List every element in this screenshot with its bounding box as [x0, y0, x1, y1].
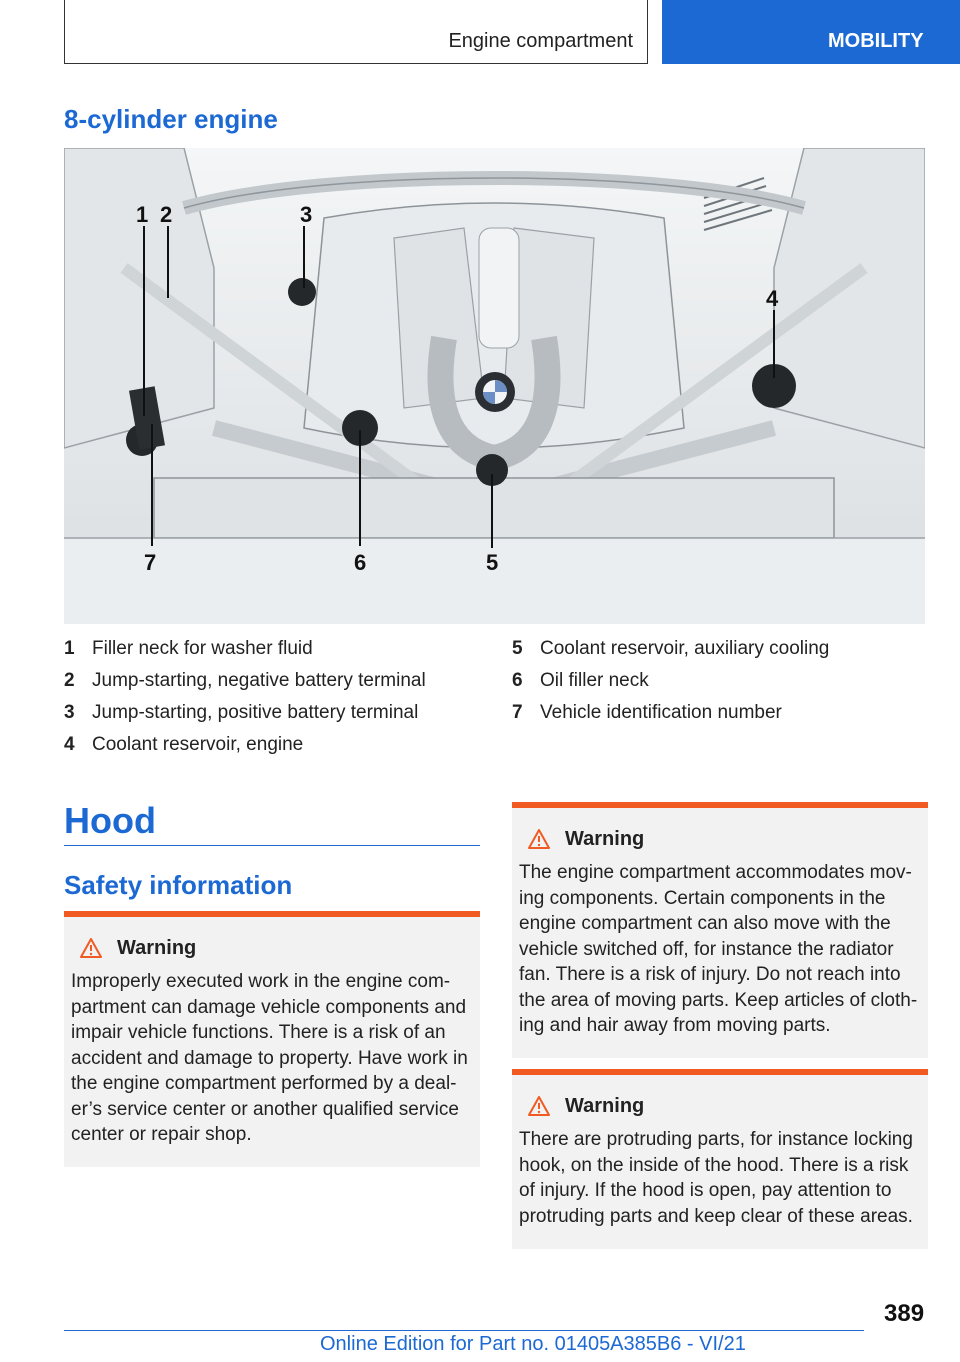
- callout-6: 6: [354, 550, 367, 575]
- legend-number: 2: [64, 670, 75, 691]
- legend-number: 4: [64, 734, 75, 755]
- legend-item: [512, 670, 829, 702]
- legend-number: 3: [64, 702, 75, 723]
- callout-4: 4: [766, 286, 779, 311]
- warning-text: There are protruding parts, for instance locking hook, on the inside of the hood. There is a risk of injury. If the hood is open, pay attention to protruding parts and keep clear of these areas.: [519, 1129, 913, 1227]
- legend-text: Jump-starting, negative battery terminal: [92, 670, 426, 691]
- legend-item: [64, 638, 426, 670]
- callout-3: 3: [300, 202, 313, 227]
- legend-text: Vehicle identification number: [540, 702, 782, 723]
- warning-label: Warning: [565, 827, 645, 850]
- warning-triangle-icon: [527, 828, 551, 850]
- legend-number: 7: [512, 702, 523, 723]
- legend-text: Oil filler neck: [540, 670, 649, 691]
- engine-heading: 8-cylinder engine: [64, 104, 278, 134]
- legend-item: [64, 702, 426, 734]
- legend-item: [512, 702, 829, 734]
- callout-2: 2: [160, 202, 173, 227]
- warning-text: Improperly executed work in the engine com- partment can damage vehicle components and impair vehicle functions. There is a risk of an accident and damage to property. Have work in the engine compartment performed by a deal- er’s service center or another qualified service center or repair shop.: [71, 971, 468, 1145]
- warning-header: [527, 826, 921, 852]
- warning-triangle-icon: [79, 937, 103, 959]
- legend-text: Jump-starting, positive battery terminal: [92, 702, 419, 723]
- legend-text: Coolant reservoir, engine: [92, 734, 304, 755]
- warning-text: The engine compartment accommodates mov- ing components. Certain components in the engine compartment can also move with the vehicle switched off, for instance the radiator fan. There is a risk of injury. Do not reach into the area of moving parts. Keep articles of cloth- ing and hair away from moving parts.: [519, 862, 918, 1036]
- callout-7: 7: [144, 550, 157, 575]
- warning-box: [64, 911, 480, 1167]
- callout-1: 1: [136, 202, 149, 227]
- section-title: Engine compartment: [448, 30, 633, 52]
- warning-box: [512, 802, 928, 1058]
- legend-item: [64, 670, 426, 702]
- warning-label: Warning: [117, 936, 197, 959]
- edition-line: Online Edition for Part no. 01405A385B6 - VI/21: [320, 1333, 746, 1355]
- legend-number: 5: [512, 638, 523, 659]
- running-header: [64, 0, 648, 64]
- legend-text: Coolant reservoir, auxiliary cooling: [540, 638, 830, 659]
- legend-number: 1: [64, 638, 75, 659]
- warning-header: [79, 935, 473, 961]
- callout-5: 5: [486, 550, 499, 575]
- safety-heading: Safety information: [64, 870, 293, 900]
- legend-item: [512, 638, 829, 670]
- legend-right: [512, 638, 829, 734]
- chapter-tab: [662, 0, 960, 64]
- hood-heading: Hood: [64, 800, 156, 841]
- warning-header: [527, 1093, 921, 1119]
- engine-illustration: [64, 148, 925, 624]
- chapter-title: MOBILITY: [828, 30, 924, 52]
- warning-label: Warning: [565, 1094, 645, 1117]
- legend-number: 6: [512, 670, 523, 691]
- page-number: 389: [884, 1300, 925, 1327]
- legend-item: [64, 734, 426, 766]
- warning-triangle-icon: [527, 1095, 551, 1117]
- engine-compartment-figure: [64, 148, 925, 624]
- footer-rule: [64, 1330, 864, 1331]
- legend-text: Filler neck for washer fluid: [92, 638, 313, 659]
- warning-box: [512, 1069, 928, 1249]
- legend-left: [64, 638, 426, 766]
- heading-rule: [64, 845, 480, 846]
